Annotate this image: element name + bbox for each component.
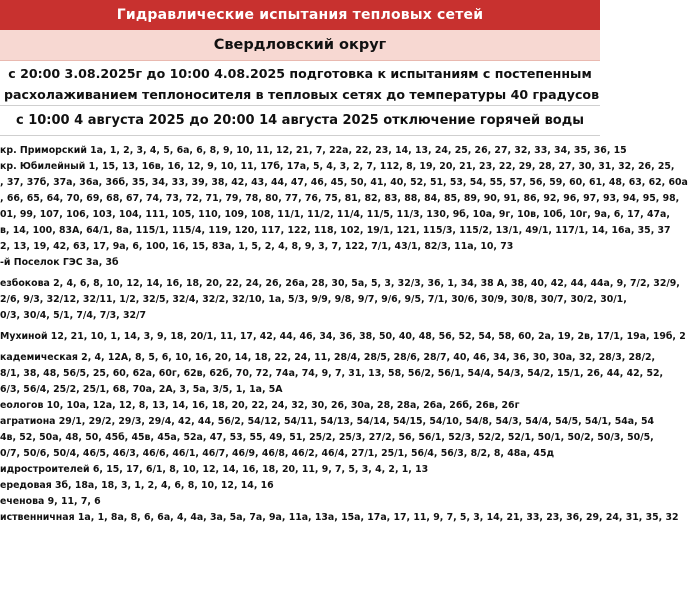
shutdown-notice-line: с 10:00 4 августа 2025 до 20:00 14 августа 2025 отключение горячей воды	[15, 113, 584, 128]
address-row: , 66, 65, 64, 70, 69, 68, 67, 74, 73, 72, 71, 79, 78, 80, 77, 76, 75, 81, 82, 83, 88, 84, 85, 89, 90, 91, 86, 92, 96, 97, 93, 94, 95, 98,	[0, 193, 680, 204]
address-row: 2, 13, 19, 42, 63, 17, 9а, 6, 100, 16, 15, 83а, 1, 5, 2, 4, 8, 9, 3, 7, 122, 7/1, 43/1, 82/3, 11а, 10, 73	[0, 241, 514, 252]
address-row: ередовая 3б, 18а, 18, 3, 1, 2, 4, 6, 8, 10, 12, 14, 16	[0, 480, 274, 491]
address-row: агратиона 29/1, 29/2, 29/3, 29/4, 42, 44, 56/2, 54/12, 54/11, 54/13, 54/14, 54/15, 54/10, 54/8, 54/3, 54/4, 54/5, 54/1, 54а, 54	[0, 416, 654, 427]
address-row: кр. Приморский 1а, 1, 2, 3, 4, 5, 6а, 6, 8, 9, 10, 11, 12, 21, 7, 22а, 22, 23, 14, 13, 24, 25, 26, 27, 32, 33, 34, 35, 36, 15	[0, 145, 627, 156]
address-row: 01, 99, 107, 106, 103, 104, 111, 105, 110, 109, 108, 11/1, 11/2, 11/4, 11/5, 11/3, 130, 9б, 10а, 9г, 10в, 10б, 10г, 9а, 6, 17, 47а,	[0, 209, 670, 220]
address-row: -й Поселок ГЭС 3а, 3б	[0, 257, 119, 268]
title-banner	[0, 0, 600, 30]
address-row: иственничная 1а, 1, 8а, 8, 6, 6а, 4, 4а, 3а, 5а, 7а, 9а, 11а, 13а, 15а, 17а, 17, 11, 9, 7, 5, 3, 14, 21, 33, 23, 36, 29, 24, 31, 35, 32	[0, 512, 679, 523]
address-row: еологов 10, 10а, 12а, 12, 8, 13, 14, 16, 18, 20, 22, 24, 32, 30, 26, 30а, 28, 28а, 26а, 26б, 26в, 26г	[0, 400, 520, 411]
preparation-notice-line-1: с 20:00 3.08.2025г до 10:00 4.08.2025 подготовка к испытаниям с постепенным	[8, 66, 592, 81]
address-row: кр. Юбилейный 1, 15, 13, 16в, 16, 12, 9, 10, 11, 17б, 17а, 5, 4, 3, 2, 7, 112, 8, 19, 20, 21, 23, 22, 29, 28, 27, 30, 31, 32, 26, 25,	[0, 161, 675, 172]
address-row: 4в, 52, 50а, 48, 50, 45б, 45в, 45а, 52а, 47, 53, 55, 49, 51, 25/2, 25/3, 27/2, 56, 56/1, 52/3, 52/2, 52/1, 50/1, 50/2, 50/3, 50/5,	[0, 432, 654, 443]
address-row: 0/7, 50/6, 50/4, 46/5, 46/3, 46/6, 46/1, 46/7, 46/9, 46/8, 46/2, 46/4, 27/1, 25/1, 56/4, 56/3, 8/2, 8, 48а, 45д	[0, 448, 555, 459]
address-row: идростроителей 6, 15, 17, 6/1, 8, 10, 12, 14, 16, 18, 20, 11, 9, 7, 5, 3, 4, 2, 1, 13	[0, 464, 429, 475]
address-row: кадемическая 2, 4, 12А, 8, 5, 6, 10, 16, 20, 14, 18, 22, 24, 11, 28/4, 28/5, 28/6, 28/7, 40, 46, 34, 36, 30, 30а, 32, 28/3, 28/2,	[0, 352, 656, 363]
shutdown-notice	[0, 106, 600, 135]
address-row: , 37, 37б, 37а, 36а, 36б, 35, 34, 33, 39, 38, 42, 43, 44, 47, 46, 45, 50, 41, 40, 52, 51, 53, 54, 55, 57, 56, 59, 60, 61, 48, 63, 62, 60а	[0, 177, 688, 188]
address-row: 2/6, 9/3, 32/12, 32/11, 1/2, 32/5, 32/4, 32/2, 32/10, 1а, 5/3, 9/9, 9/8, 9/7, 9/6, 9/5, 7/1, 30/6, 30/9, 30/8, 30/7, 30/2, 30/1,	[0, 294, 627, 305]
page-title: Гидравлические испытания тепловых сетей	[116, 7, 484, 23]
address-row: 6/3, 56/4, 25/2, 25/1, 68, 70а, 2А, 3, 5а, 3/5, 1, 1а, 5А	[0, 384, 283, 395]
preparation-notice-line-2: расхолаживанием теплоносителя в тепловых сетях до температуры 40 градусов	[4, 87, 600, 102]
preparation-notice	[0, 61, 600, 105]
address-row: 8/1, 38, 48, 56/5, 25, 60, 62а, 60г, 62в, 62б, 70, 72, 74а, 74, 9, 7, 31, 13, 58, 56/2, 56/1, 54/4, 54/3, 54/2, 15/1, 26, 44, 42, 52,	[0, 368, 664, 379]
address-row: еченова 9, 11, 7, 6	[0, 496, 101, 507]
address-row: в, 14, 100, 83А, 64/1, 8а, 115/1, 115/4, 119, 120, 117, 122, 118, 102, 19/1, 121, 115/3, 115/2, 13/1, 49/1, 117/1, 14, 16а, 35, 37	[0, 225, 671, 236]
district-header	[0, 30, 600, 61]
address-list	[0, 136, 688, 526]
address-row: Мухиной 12, 21, 10, 1, 14, 3, 9, 18, 20/1, 11, 17, 42, 44, 46, 34, 36, 38, 50, 40, 48, 56, 52, 54, 58, 60, 2а, 19, 2в, 17/1, 19а, 19б, 2	[0, 331, 686, 342]
address-row: езбокова 2, 4, 6, 8, 10, 12, 14, 16, 18, 20, 22, 24, 26, 26а, 28, 30, 5а, 5, 3, 32/3, 36, 1, 34, 38 А, 38, 40, 42, 44, 44а, 9, 7/2, 32/9,	[0, 278, 680, 289]
district-name: Свердловский округ	[213, 37, 387, 53]
address-row: 0/3, 30/4, 5/1, 7/4, 7/3, 32/7	[0, 310, 146, 321]
